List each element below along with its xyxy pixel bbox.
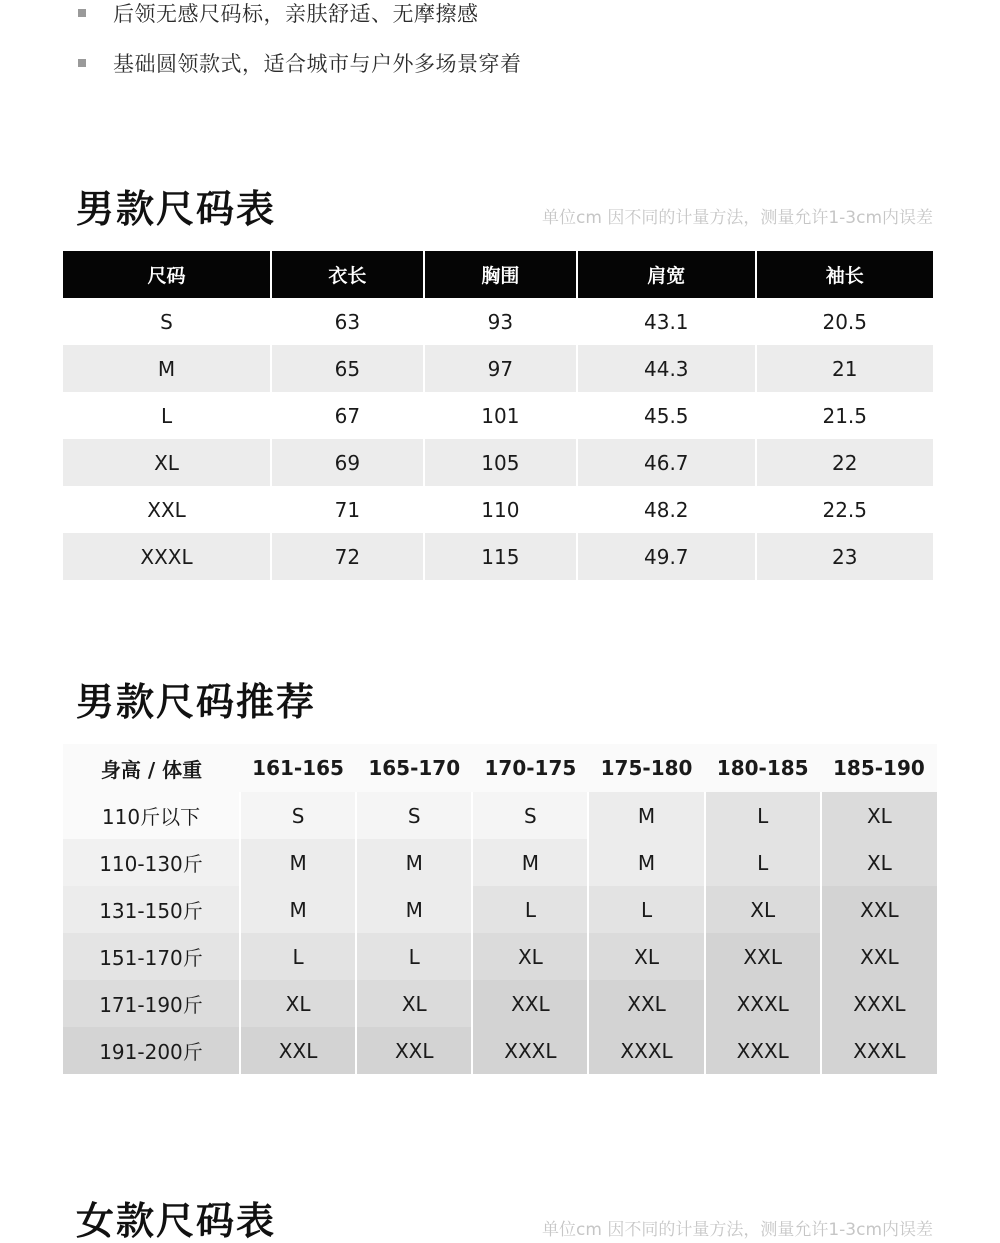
size-table-cell: 65 <box>272 345 423 392</box>
recommend-corner-label: 身高 / 体重 <box>63 744 240 792</box>
recommend-size-cell: XL <box>240 980 356 1027</box>
size-table-cell: 72 <box>272 533 423 580</box>
recommend-size-cell: XXL <box>705 933 821 980</box>
size-table-header-cell: 袖长 <box>757 251 934 298</box>
feature-bullet-item <box>78 48 522 78</box>
recommend-size-cell: XL <box>472 933 588 980</box>
recommend-size-cell: XXL <box>821 933 937 980</box>
recommend-size-cell: XXXL <box>588 1027 704 1074</box>
recommend-size-cell: XXXL <box>705 980 821 1027</box>
feature-bullet-text: 基础圆领款式，适合城市与户外多场景穿着 <box>113 52 522 76</box>
recommend-row <box>63 886 937 933</box>
size-table-header-cell: 尺码 <box>63 251 270 298</box>
recommend-header-row <box>63 744 937 792</box>
recommend-size-cell: XXL <box>588 980 704 1027</box>
size-table-row <box>63 345 933 392</box>
size-table-cell: 101 <box>425 392 576 439</box>
recommend-size-cell: M <box>472 839 588 886</box>
size-table-cell: XXL <box>63 486 270 533</box>
square-bullet-icon <box>78 59 86 67</box>
recommend-height-header: 180-185 <box>705 744 821 792</box>
women-size-chart-note: 单位cm 因不同的计量方法，测量允许1-3cm内误差 <box>542 1220 933 1240</box>
recommend-weight-label: 131-150斤 <box>63 886 240 933</box>
recommend-height-header: 170-175 <box>472 744 588 792</box>
recommend-size-cell: XXL <box>356 1027 472 1074</box>
recommend-weight-label: 171-190斤 <box>63 980 240 1027</box>
men-recommend-table <box>63 744 937 1074</box>
size-table-cell: 49.7 <box>578 533 754 580</box>
size-table-cell: 22 <box>757 439 934 486</box>
recommend-size-cell: L <box>705 792 821 839</box>
size-table-row <box>63 486 933 533</box>
size-table-header-cell: 肩宽 <box>578 251 754 298</box>
recommend-size-cell: XL <box>588 933 704 980</box>
women-size-chart-title: 女款尺码表 <box>76 1199 277 1243</box>
recommend-size-cell: S <box>240 792 356 839</box>
size-table-cell: 69 <box>272 439 423 486</box>
size-table-cell: M <box>63 345 270 392</box>
recommend-size-cell: XL <box>821 839 937 886</box>
size-table-cell: XL <box>63 439 270 486</box>
size-table-row <box>63 298 933 345</box>
recommend-size-cell: XL <box>705 886 821 933</box>
size-table-cell: 105 <box>425 439 576 486</box>
size-table-cell: 21.5 <box>757 392 934 439</box>
feature-bullet-item <box>78 0 479 28</box>
recommend-height-header: 185-190 <box>821 744 937 792</box>
recommend-weight-label: 110-130斤 <box>63 839 240 886</box>
men-size-chart-note: 单位cm 因不同的计量方法，测量允许1-3cm内误差 <box>542 208 933 228</box>
recommend-height-header: 175-180 <box>588 744 704 792</box>
size-table-cell: 45.5 <box>578 392 754 439</box>
size-table-cell: 110 <box>425 486 576 533</box>
men-size-chart-table <box>61 251 935 580</box>
recommend-size-cell: L <box>705 839 821 886</box>
size-table-cell: 21 <box>757 345 934 392</box>
men-size-chart-title: 男款尺码表 <box>76 187 277 231</box>
size-table-cell: 46.7 <box>578 439 754 486</box>
recommend-row <box>63 792 937 839</box>
size-table-cell: 63 <box>272 298 423 345</box>
recommend-weight-label: 151-170斤 <box>63 933 240 980</box>
men-recommend-title: 男款尺码推荐 <box>76 680 317 724</box>
size-table-row <box>63 439 933 486</box>
size-table-cell: 20.5 <box>757 298 934 345</box>
recommend-size-cell: S <box>472 792 588 839</box>
square-bullet-icon <box>78 9 86 17</box>
recommend-size-cell: M <box>240 886 356 933</box>
size-table-cell: 22.5 <box>757 486 934 533</box>
recommend-size-cell: L <box>588 886 704 933</box>
recommend-size-cell: L <box>240 933 356 980</box>
recommend-row <box>63 980 937 1027</box>
recommend-size-cell: XXXL <box>821 980 937 1027</box>
recommend-size-cell: S <box>356 792 472 839</box>
recommend-height-header: 161-165 <box>240 744 356 792</box>
recommend-size-cell: M <box>240 839 356 886</box>
recommend-size-cell: XXXL <box>472 1027 588 1074</box>
recommend-size-cell: L <box>472 886 588 933</box>
recommend-size-cell: M <box>356 839 472 886</box>
size-table-cell: 71 <box>272 486 423 533</box>
size-table-header-row <box>63 251 933 298</box>
size-table-header-cell: 衣长 <box>272 251 423 298</box>
recommend-size-cell: XL <box>356 980 472 1027</box>
size-table-header-cell: 胸围 <box>425 251 576 298</box>
size-table-cell: 23 <box>757 533 934 580</box>
size-table-cell: 43.1 <box>578 298 754 345</box>
recommend-weight-label: 110斤以下 <box>63 792 240 839</box>
recommend-size-cell: M <box>356 886 472 933</box>
recommend-size-cell: XL <box>821 792 937 839</box>
size-table-cell: 44.3 <box>578 345 754 392</box>
size-table-cell: 97 <box>425 345 576 392</box>
size-table-cell: 115 <box>425 533 576 580</box>
size-table-cell: L <box>63 392 270 439</box>
recommend-size-cell: XXXL <box>821 1027 937 1074</box>
recommend-weight-label: 191-200斤 <box>63 1027 240 1074</box>
recommend-size-cell: XXXL <box>705 1027 821 1074</box>
size-table-row <box>63 392 933 439</box>
size-table-row <box>63 533 933 580</box>
recommend-size-cell: XXL <box>821 886 937 933</box>
recommend-size-cell: M <box>588 839 704 886</box>
recommend-size-cell: M <box>588 792 704 839</box>
size-table-cell: 93 <box>425 298 576 345</box>
size-table-cell: S <box>63 298 270 345</box>
recommend-row <box>63 933 937 980</box>
recommend-size-cell: XXL <box>472 980 588 1027</box>
recommend-row <box>63 1027 937 1074</box>
recommend-size-cell: XXL <box>240 1027 356 1074</box>
recommend-row <box>63 839 937 886</box>
size-table-cell: 48.2 <box>578 486 754 533</box>
size-table-cell: 67 <box>272 392 423 439</box>
recommend-height-header: 165-170 <box>356 744 472 792</box>
feature-bullet-text: 后领无感尺码标，亲肤舒适、无摩擦感 <box>113 2 479 26</box>
size-table-cell: XXXL <box>63 533 270 580</box>
recommend-size-cell: L <box>356 933 472 980</box>
